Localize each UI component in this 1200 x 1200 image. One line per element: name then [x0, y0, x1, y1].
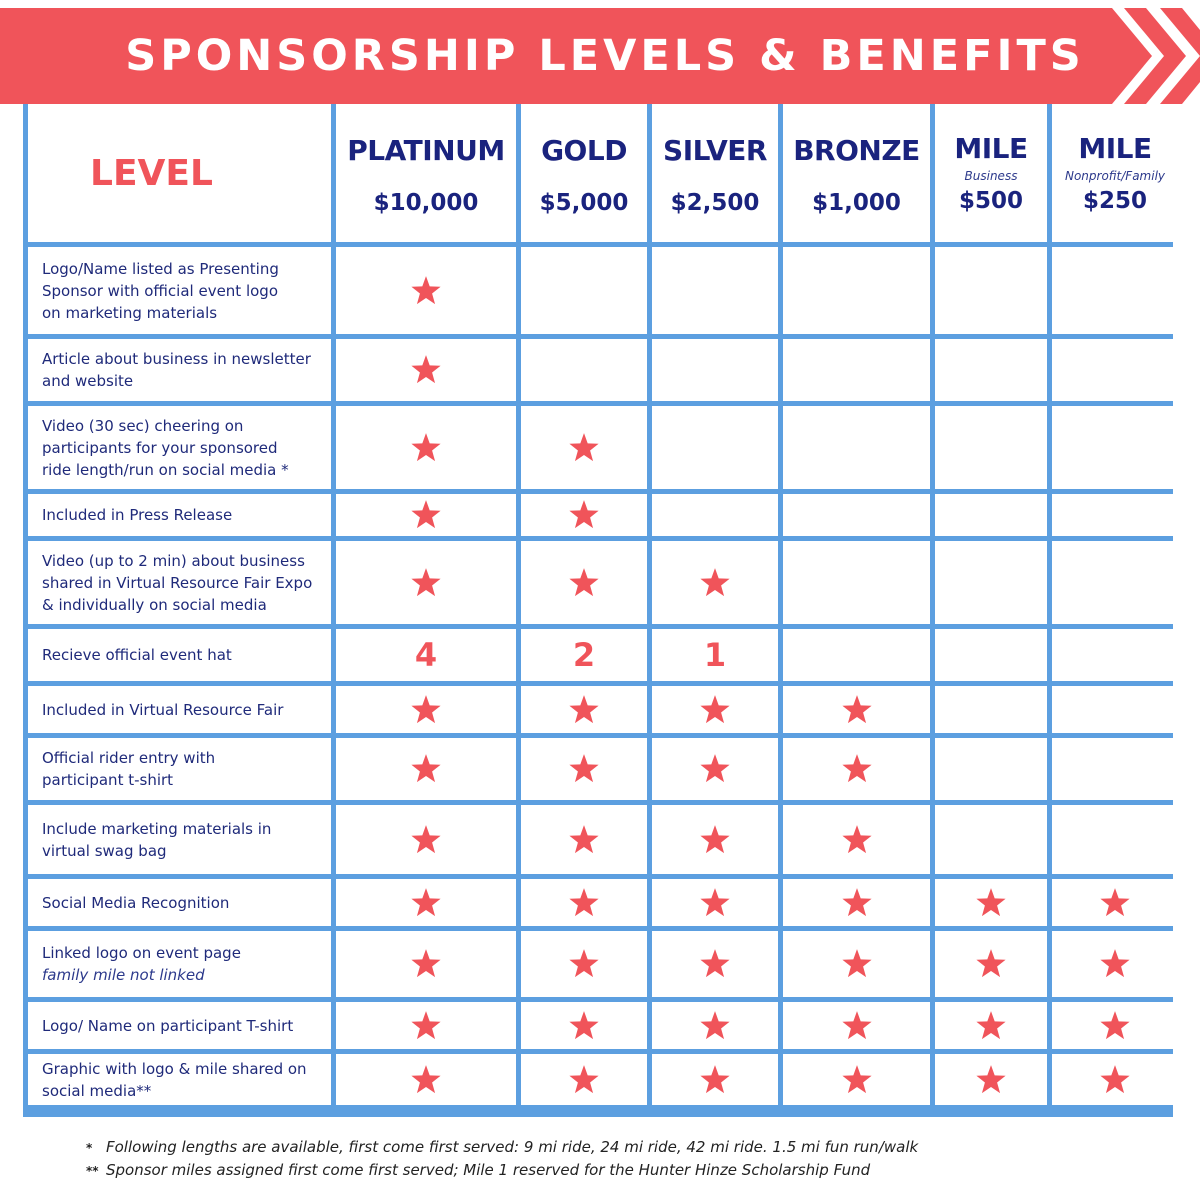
- benefit-line: Included in Press Release: [42, 506, 233, 524]
- benefit-mark-cell: [935, 406, 1047, 489]
- footnote-1: [86, 1138, 1186, 1161]
- tier-name: MILE: [954, 132, 1028, 165]
- star-icon: [652, 686, 778, 733]
- benefit-mark-cell: [521, 879, 647, 926]
- benefit-line: Official rider entry with: [42, 749, 216, 767]
- benefit-mark-cell: [935, 686, 1047, 733]
- benefit-mark-cell: [1052, 494, 1178, 536]
- tier-price: $5,000: [539, 190, 629, 216]
- tier-header-cell: [783, 104, 930, 242]
- benefit-label-cell: [28, 1054, 331, 1105]
- benefit-mark-cell: [521, 541, 647, 624]
- benefit-mark-cell: [336, 1002, 516, 1049]
- footnotes: [86, 1138, 1186, 1184]
- benefit-mark-cell: [783, 406, 930, 489]
- hat-count: 1: [703, 636, 727, 674]
- benefit-mark-cell: [935, 738, 1047, 800]
- benefit-mark-cell: [652, 931, 778, 997]
- level-header-cell: [28, 104, 331, 242]
- star-icon: [1052, 1002, 1178, 1049]
- star-icon: [336, 1002, 516, 1049]
- star-icon: [652, 879, 778, 926]
- benefit-line: participants for your sponsored: [42, 438, 278, 457]
- benefit-text: [28, 629, 331, 681]
- benefit-mark-cell: [521, 1054, 647, 1105]
- benefit-mark-cell: [521, 738, 647, 800]
- benefit-text: [28, 931, 331, 997]
- tier-subtitle: Nonprofit/Family: [1064, 169, 1166, 183]
- benefit-line: participant t-shirt: [42, 771, 174, 789]
- tier-price: $500: [958, 188, 1023, 214]
- benefit-mark-cell: [783, 738, 930, 800]
- star-icon: [521, 1054, 647, 1105]
- benefit-mark-cell: [521, 805, 647, 874]
- page-title: SPONSORSHIP LEVELS & BENEFITS: [125, 31, 1085, 81]
- star-icon: [521, 805, 647, 874]
- benefit-mark-cell: [935, 805, 1047, 874]
- benefit-mark-cell: [652, 1054, 778, 1105]
- hat-count: 2: [572, 636, 596, 674]
- star-icon: [336, 494, 516, 536]
- benefit-mark-cell: [783, 931, 930, 997]
- benefit-mark-cell: [336, 494, 516, 536]
- hat-count: 4: [414, 636, 438, 674]
- benefit-mark-cell: [935, 541, 1047, 624]
- star-icon: [521, 931, 647, 997]
- star-icon: [935, 1002, 1047, 1049]
- tier-name: BRONZE: [793, 134, 920, 167]
- star-icon: [336, 406, 516, 489]
- star-icon: [783, 805, 930, 874]
- benefit-mark-cell: [1052, 629, 1178, 681]
- benefit-label-cell: [28, 339, 331, 401]
- benefit-mark-cell: [1052, 805, 1178, 874]
- benefit-mark-cell: [521, 931, 647, 997]
- benefit-mark-cell: [336, 879, 516, 926]
- benefit-mark-cell: [336, 247, 516, 334]
- star-icon: [1052, 1054, 1178, 1105]
- title-banner: [0, 8, 1200, 104]
- benefit-mark-cell: [336, 406, 516, 489]
- benefit-mark-cell: [935, 494, 1047, 536]
- star-icon: [783, 1054, 930, 1105]
- star-icon: [1052, 931, 1178, 997]
- footnote-marker: *: [86, 1141, 93, 1155]
- benefit-line: on marketing materials: [42, 303, 218, 322]
- benefit-mark-cell: [521, 406, 647, 489]
- benefit-label-cell: [28, 629, 331, 681]
- benefit-line: Included in Virtual Resource Fair: [42, 700, 284, 719]
- star-icon: [652, 805, 778, 874]
- benefit-label-cell: [28, 1002, 331, 1049]
- tier-price: $1,000: [812, 190, 901, 216]
- benefit-mark-cell: [783, 541, 930, 624]
- benefit-mark-cell: [935, 629, 1047, 681]
- star-icon: [336, 931, 516, 997]
- benefit-label-cell: [28, 494, 331, 536]
- benefit-mark-cell: [652, 805, 778, 874]
- star-icon: [783, 686, 930, 733]
- benefit-mark-cell: [652, 1002, 778, 1049]
- footnote-marker: **: [86, 1164, 99, 1178]
- footnote-text: Sponsor miles assigned first come first served; Mile 1 reserved for the Hunter Hinze Scholarship Fund: [106, 1161, 871, 1179]
- benefit-mark-cell: [336, 339, 516, 401]
- tier-price: $2,500: [670, 190, 760, 216]
- benefit-text: [28, 541, 331, 624]
- star-icon: [521, 738, 647, 800]
- benefit-mark-cell: [336, 541, 516, 624]
- benefit-mark-cell: [783, 494, 930, 536]
- star-icon: [336, 686, 516, 733]
- benefit-mark-cell: [1052, 406, 1178, 489]
- benefit-mark-cell: [336, 1054, 516, 1105]
- benefit-mark-cell: [783, 686, 930, 733]
- star-icon: [336, 541, 516, 624]
- benefit-mark-cell: [652, 247, 778, 334]
- benefit-mark-cell: [521, 247, 647, 334]
- star-icon: [652, 738, 778, 800]
- benefit-line: Logo/ Name on participant T-shirt: [42, 1016, 294, 1035]
- benefit-mark-cell: [652, 686, 778, 733]
- benefit-label-cell: [28, 541, 331, 624]
- benefit-label-cell: [28, 805, 331, 874]
- benefit-mark-cell: [935, 1054, 1047, 1105]
- star-icon: [783, 931, 930, 997]
- sponsorship-table: [23, 104, 1173, 1117]
- star-icon: [336, 738, 516, 800]
- benefit-line: Social Media Recognition: [42, 893, 230, 912]
- benefit-mark-cell: [935, 247, 1047, 334]
- benefit-mark-cell: [521, 1002, 647, 1049]
- star-icon: [935, 879, 1047, 926]
- star-icon: [336, 339, 516, 401]
- footnote-text: Following lengths are available, first come first served: 9 mi ride, 24 mi ride, 42 mi ride. 1.5 mi fun run/walk: [106, 1138, 919, 1156]
- benefit-text: [28, 406, 331, 489]
- tier-name: PLATINUM: [347, 134, 505, 167]
- tier-price: $10,000: [373, 190, 479, 216]
- benefit-line: Video (up to 2 min) about business: [42, 551, 305, 570]
- benefit-text: [28, 1054, 331, 1105]
- benefit-mark-cell: [336, 738, 516, 800]
- benefit-line: Graphic with logo & mile shared on: [42, 1059, 307, 1078]
- benefit-mark-cell: [652, 629, 778, 681]
- benefit-line: Include marketing materials in: [42, 819, 272, 838]
- benefit-mark-cell: [652, 541, 778, 624]
- tier-name: GOLD: [541, 134, 627, 167]
- benefit-mark-cell: [1052, 738, 1178, 800]
- tier-header-cell: [336, 104, 516, 242]
- benefit-mark-cell: [935, 931, 1047, 997]
- benefit-mark-cell: [1052, 1054, 1178, 1105]
- star-icon: [521, 1002, 647, 1049]
- star-icon: [521, 541, 647, 624]
- benefit-mark-cell: [652, 406, 778, 489]
- footnote-2: [86, 1161, 1186, 1184]
- star-icon: [336, 805, 516, 874]
- star-icon: [783, 738, 930, 800]
- star-icon: [652, 1054, 778, 1105]
- star-icon: [783, 1002, 930, 1049]
- benefit-mark-cell: [336, 629, 516, 681]
- benefit-mark-cell: [521, 629, 647, 681]
- benefit-mark-cell: [935, 879, 1047, 926]
- tier-header-cell: [652, 104, 778, 242]
- benefit-mark-cell: [783, 247, 930, 334]
- benefit-mark-cell: [783, 339, 930, 401]
- benefit-line: Sponsor with official event logo: [42, 281, 279, 300]
- benefit-mark-cell: [1052, 686, 1178, 733]
- benefit-mark-cell: [652, 494, 778, 536]
- star-icon: [521, 494, 647, 536]
- star-icon: [521, 686, 647, 733]
- star-icon: [1052, 879, 1178, 926]
- benefit-label-cell: [28, 931, 331, 997]
- benefit-text: [28, 339, 331, 401]
- benefit-line: shared in Virtual Resource Fair Expo: [42, 573, 313, 592]
- star-icon: [783, 879, 930, 926]
- tier-subtitle: Business: [964, 169, 1018, 183]
- benefit-label-cell: [28, 247, 331, 334]
- benefit-text: [28, 686, 331, 733]
- benefit-text: [28, 1002, 331, 1049]
- benefit-mark-cell: [1052, 931, 1178, 997]
- benefit-mark-cell: [652, 339, 778, 401]
- benefit-mark-cell: [652, 879, 778, 926]
- benefit-text: [28, 494, 331, 536]
- benefit-mark-cell: [935, 339, 1047, 401]
- star-icon: [336, 879, 516, 926]
- star-icon: [652, 931, 778, 997]
- benefit-line: virtual swag bag: [42, 841, 167, 860]
- star-icon: [336, 247, 516, 334]
- level-label: LEVEL: [90, 152, 213, 194]
- benefit-mark-cell: [935, 1002, 1047, 1049]
- benefit-line: Video (30 sec) cheering on: [42, 416, 244, 435]
- benefit-text: [28, 805, 331, 874]
- tier-header-cell: [521, 104, 647, 242]
- tier-name: MILE: [1078, 132, 1152, 165]
- benefit-mark-cell: [336, 686, 516, 733]
- benefit-mark-cell: [1052, 879, 1178, 926]
- benefit-line: and website: [42, 372, 134, 390]
- star-icon: [336, 1054, 516, 1105]
- table-grid: [23, 104, 1173, 1117]
- benefit-mark-cell: [521, 339, 647, 401]
- star-icon: [521, 406, 647, 489]
- benefit-text: [28, 247, 331, 334]
- benefit-mark-cell: [1052, 541, 1178, 624]
- benefit-mark-cell: [652, 738, 778, 800]
- tier-price: $250: [1082, 188, 1147, 214]
- benefit-mark-cell: [783, 879, 930, 926]
- benefit-mark-cell: [521, 686, 647, 733]
- tier-name: SILVER: [663, 134, 767, 167]
- benefit-note: family mile not linked: [42, 966, 205, 984]
- star-icon: [521, 879, 647, 926]
- benefit-line: & individually on social media: [42, 595, 267, 614]
- benefit-label-cell: [28, 686, 331, 733]
- benefit-mark-cell: [1052, 1002, 1178, 1049]
- star-icon: [652, 541, 778, 624]
- benefit-mark-cell: [783, 805, 930, 874]
- star-icon: [652, 1002, 778, 1049]
- benefit-line: social media**: [42, 1081, 152, 1100]
- benefit-text: [28, 738, 331, 800]
- benefit-mark-cell: [1052, 247, 1178, 334]
- star-icon: [935, 931, 1047, 997]
- benefit-mark-cell: [336, 931, 516, 997]
- benefit-line: Linked logo on event page: [42, 944, 241, 962]
- benefit-line: ride length/run on social media *: [42, 460, 289, 479]
- benefit-label-cell: [28, 738, 331, 800]
- benefit-mark-cell: [336, 805, 516, 874]
- benefit-mark-cell: [521, 494, 647, 536]
- benefit-line: Recieve official event hat: [42, 646, 232, 664]
- benefit-line: Logo/Name listed as Presenting: [42, 259, 279, 278]
- benefit-line: Article about business in newsletter: [42, 350, 311, 368]
- star-icon: [935, 1054, 1047, 1105]
- tier-header-cell: [1052, 104, 1178, 242]
- benefit-mark-cell: [1052, 339, 1178, 401]
- benefit-mark-cell: [783, 1002, 930, 1049]
- tier-header-cell: [935, 104, 1047, 242]
- benefit-label-cell: [28, 406, 331, 489]
- benefit-label-cell: [28, 879, 331, 926]
- benefit-mark-cell: [783, 629, 930, 681]
- benefit-mark-cell: [783, 1054, 930, 1105]
- benefit-text: [28, 879, 331, 926]
